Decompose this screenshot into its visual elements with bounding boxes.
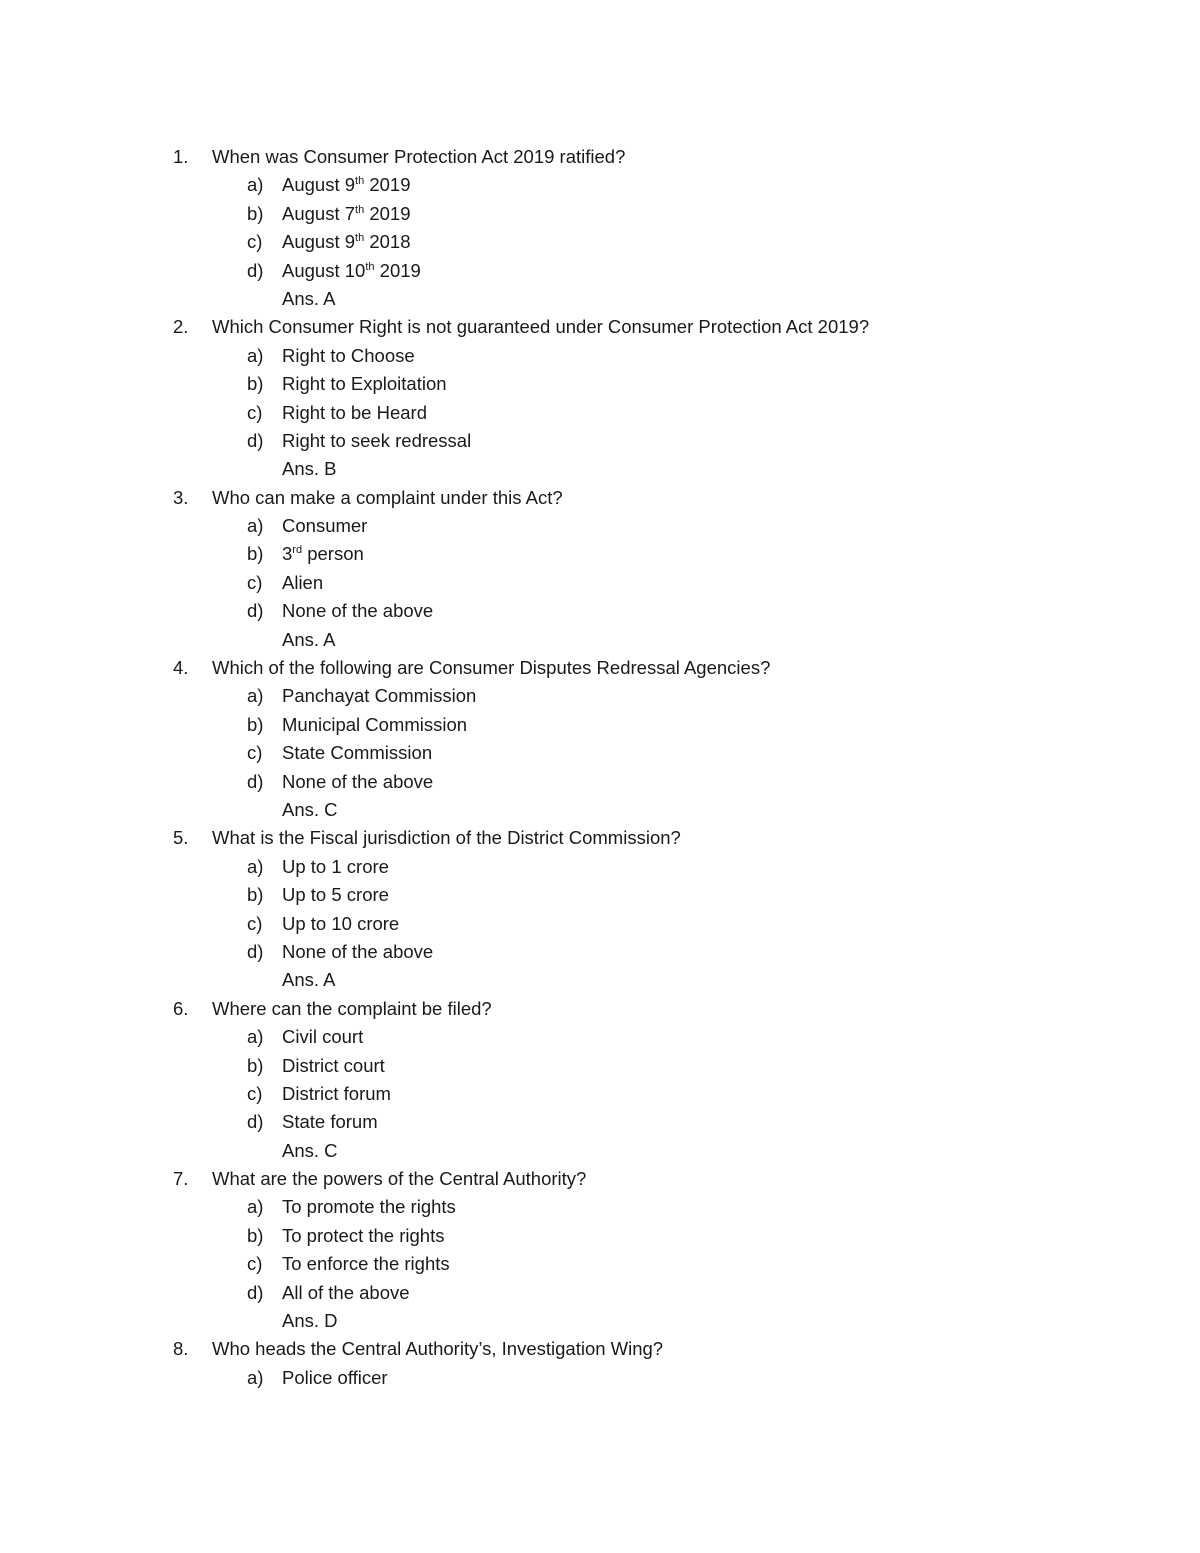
option-text-main: August 7 [282,202,356,224]
option-text [282,768,433,796]
option-letter: b) [247,1054,264,1076]
option-item [0,1193,1200,1221]
option-letter: a) [247,1026,264,1048]
option-text [282,910,399,938]
option-item [0,342,1200,370]
question-number: 4. [173,657,189,679]
option-text [282,370,447,398]
question-1 [0,143,1200,171]
option-letter: c) [247,1253,263,1275]
option-letter: d) [247,259,264,281]
option-text [282,682,476,710]
option-text-suffix: 2019 [364,202,411,224]
option-item [0,1250,1200,1278]
question-number: 1. [173,146,189,167]
option-text [282,1222,444,1250]
option-text [282,938,433,966]
option-text [282,1023,363,1051]
question-8 [0,1335,1200,1363]
option-letter: c) [247,571,263,593]
option-letter: b) [247,713,264,735]
option-text [282,1080,391,1108]
option-letter: c) [247,912,263,934]
option-text-main: August 10 [282,259,366,281]
question-5 [0,824,1200,852]
option-text-main: Panchayat Commission [282,685,477,707]
option-item [0,597,1200,625]
question-text: Which Consumer Right is not guaranteed under Consumer Protection Act 2019? [212,316,870,338]
option-letter: a) [247,1196,264,1218]
option-item [0,739,1200,767]
option-text-main: None of the above [282,600,434,622]
option-text [282,540,364,568]
option-letter: c) [247,1082,263,1104]
option-text-main: Up to 1 crore [282,855,389,877]
option-item [0,569,1200,597]
option-letter: d) [247,600,264,622]
option-text-main: State forum [282,1111,378,1133]
question-number: 6. [173,997,189,1019]
option-item [0,711,1200,739]
option-text-main: Up to 10 crore [282,912,400,934]
option-text-suffix: person [302,543,364,565]
answer-text: Ans. B [282,458,337,480]
answer-line [0,796,1200,824]
question-number: 2. [173,316,189,338]
option-text [282,342,415,370]
answer-line [0,966,1200,994]
option-text [282,257,421,285]
option-item [0,1080,1200,1108]
option-text-main: To protect the rights [282,1224,445,1246]
option-text [282,853,389,881]
answer-text: Ans. D [282,1310,338,1332]
option-letter: b) [247,1224,264,1246]
option-letter: b) [247,543,264,565]
option-text-suffix: 2019 [364,174,411,196]
option-item [0,910,1200,938]
option-text [282,1250,450,1278]
option-letter: a) [247,174,264,196]
answer-line [0,1307,1200,1335]
answer-line [0,626,1200,654]
option-text-main: To promote the rights [282,1196,456,1218]
question-text: Who heads the Central Authority’s, Investigation Wing? [212,1338,664,1360]
question-number: 5. [173,827,189,849]
option-text-main: None of the above [282,770,434,792]
option-superscript: th [355,232,365,245]
option-text [282,1108,378,1136]
answer-line [0,1137,1200,1165]
option-text-main: District forum [282,1082,391,1104]
question-3 [0,484,1200,512]
answer-text: Ans. A [282,287,336,309]
option-letter: a) [247,344,264,366]
option-text [282,739,432,767]
option-text-main: 3 [282,543,293,565]
question-text: Who can make a complaint under this Act? [212,486,563,508]
option-item [0,427,1200,455]
option-item [0,938,1200,966]
option-item [0,853,1200,881]
option-text-main: Right to seek redressal [282,429,472,451]
option-item [0,1222,1200,1250]
option-item [0,1279,1200,1307]
option-text-main: Municipal Commission [282,713,468,735]
option-letter: c) [247,742,263,764]
option-letter: d) [247,940,264,962]
option-text [282,1279,410,1307]
question-2 [0,313,1200,341]
option-letter: b) [247,202,264,224]
option-text [282,711,467,739]
option-text-main: Alien [282,571,324,593]
option-item [0,1052,1200,1080]
option-text-main: August 9 [282,231,356,253]
answer-text: Ans. C [282,798,338,820]
option-text [282,569,323,597]
option-text-main: Right to be Heard [282,401,428,423]
option-superscript: th [365,260,375,273]
question-number: 7. [173,1168,189,1190]
option-text [282,597,433,625]
option-letter: b) [247,373,264,395]
option-letter: a) [247,855,264,877]
answer-text: Ans. C [282,1139,338,1161]
option-text-suffix: 2018 [364,231,411,253]
option-item [0,768,1200,796]
option-text [282,228,411,256]
option-text-main: State Commission [282,742,433,764]
question-text: What is the Fiscal jurisdiction of the District Commission? [212,827,681,849]
question-number: 3. [173,486,189,508]
option-text [282,200,411,228]
question-list [0,143,1200,1392]
option-letter: d) [247,1111,264,1133]
option-letter: a) [247,1366,264,1388]
option-text-main: Right to Exploitation [282,373,447,395]
option-text-main: To enforce the rights [282,1253,450,1275]
option-letter: d) [247,429,264,451]
option-text-main: District court [282,1054,385,1076]
option-letter: b) [247,884,264,906]
option-item [0,540,1200,568]
option-text-main: None of the above [282,940,434,962]
option-item [0,1108,1200,1136]
option-superscript: rd [292,544,303,557]
answer-text: Ans. A [282,969,336,991]
option-text [282,1193,456,1221]
option-letter: a) [247,685,264,707]
option-text-main: Up to 5 crore [282,884,389,906]
question-6 [0,995,1200,1023]
option-text [282,1364,388,1392]
answer-line [0,455,1200,483]
option-item [0,228,1200,256]
option-item [0,682,1200,710]
option-item [0,399,1200,427]
question-4 [0,654,1200,682]
option-letter: d) [247,770,264,792]
option-item [0,200,1200,228]
option-item [0,370,1200,398]
option-text-main: All of the above [282,1281,410,1303]
option-text [282,171,411,199]
question-7 [0,1165,1200,1193]
option-text-main: August 9 [282,174,356,196]
option-text-suffix: 2019 [374,259,421,281]
option-text [282,399,427,427]
option-superscript: th [355,175,365,188]
option-text-main: Right to Choose [282,344,415,366]
option-text-main: Consumer [282,515,368,537]
option-text [282,512,367,540]
option-item [0,881,1200,909]
answer-line [0,285,1200,313]
option-letter: c) [247,231,263,253]
option-text [282,427,471,455]
option-text-main: Civil court [282,1026,364,1048]
option-letter: c) [247,401,263,423]
option-superscript: th [355,203,365,216]
option-text-main: Police officer [282,1366,388,1388]
option-item [0,512,1200,540]
option-item [0,257,1200,285]
question-text: What are the powers of the Central Authority? [212,1168,587,1190]
question-text: Which of the following are Consumer Disputes Redressal Agencies? [212,657,771,679]
option-item [0,171,1200,199]
option-letter: a) [247,515,264,537]
option-item [0,1364,1200,1392]
answer-text: Ans. A [282,628,336,650]
question-text: Where can the complaint be filed? [212,997,492,1019]
question-number: 8. [173,1338,189,1360]
option-text [282,881,389,909]
option-letter: d) [247,1281,264,1303]
option-item [0,1023,1200,1051]
option-text [282,1052,385,1080]
question-text: When was Consumer Protection Act 2019 ratified? [212,146,626,167]
